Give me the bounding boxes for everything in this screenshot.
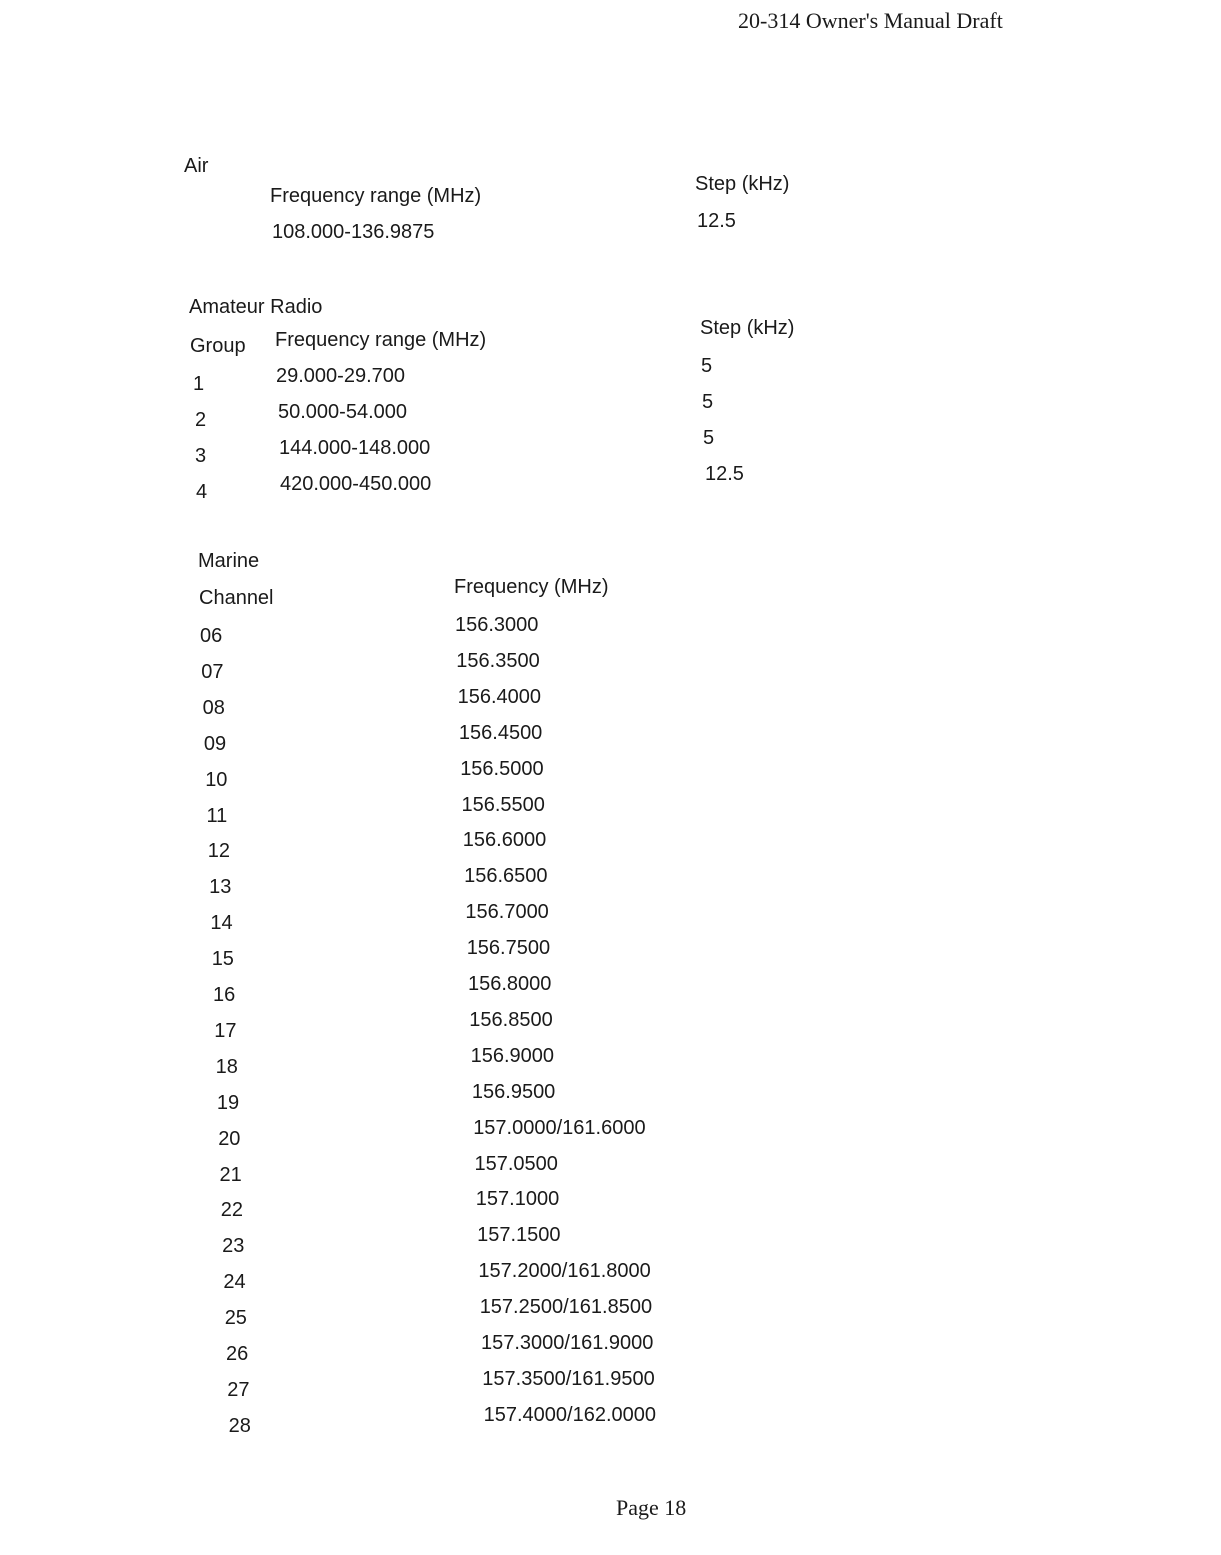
marine-frequency-cell: 157.0500 bbox=[474, 1153, 558, 1175]
amateur-group-cell: 2 bbox=[195, 409, 207, 431]
marine-frequency-cell: 156.6500 bbox=[464, 865, 548, 887]
marine-frequency-cell: 156.5500 bbox=[461, 794, 545, 816]
marine-frequency-cell: 156.6000 bbox=[462, 829, 547, 851]
marine-frequency-cell: 156.7500 bbox=[466, 937, 551, 959]
air-section-title: Air bbox=[184, 155, 209, 177]
marine-frequency-cell: 156.4000 bbox=[457, 686, 542, 708]
marine-frequency-cell: 157.1000 bbox=[475, 1188, 560, 1210]
marine-frequency-cell: 157.3000/161.9000 bbox=[481, 1332, 654, 1354]
marine-channel-cell: 11 bbox=[206, 805, 228, 827]
marine-channel-cell: 23 bbox=[222, 1235, 245, 1257]
marine-channel-cell: 19 bbox=[216, 1092, 240, 1114]
marine-frequency-cell: 156.8000 bbox=[468, 973, 552, 995]
marine-channel-cell: 24 bbox=[223, 1271, 246, 1293]
marine-channel-cell: 27 bbox=[227, 1379, 250, 1401]
marine-channel-cell: 14 bbox=[210, 912, 233, 934]
air-frequency-range-header: Frequency range (MHz) bbox=[270, 185, 482, 207]
marine-frequency-cell: 156.4500 bbox=[458, 722, 543, 744]
marine-frequency-cell: 157.0000/161.6000 bbox=[473, 1117, 646, 1139]
marine-frequency-cell: 156.9500 bbox=[471, 1081, 556, 1103]
amateur-frequency-cell: 29.000-29.700 bbox=[276, 365, 406, 387]
marine-channel-cell: 09 bbox=[203, 733, 227, 755]
marine-section-title: Marine bbox=[198, 550, 260, 572]
air-step-value: 12.5 bbox=[697, 210, 736, 232]
marine-channel-cell: 07 bbox=[201, 661, 224, 683]
amateur-step-header: Step (kHz) bbox=[700, 317, 795, 339]
amateur-group-cell: 1 bbox=[193, 373, 205, 395]
amateur-group-cell: 4 bbox=[196, 481, 208, 503]
amateur-step-cell: 12.5 bbox=[705, 463, 744, 485]
marine-channel-cell: 13 bbox=[209, 876, 232, 898]
marine-channel-cell: 22 bbox=[220, 1199, 244, 1221]
marine-channel-cell: 25 bbox=[224, 1307, 247, 1329]
marine-channel-cell: 10 bbox=[205, 769, 228, 791]
marine-frequency-cell: 156.3000 bbox=[455, 614, 539, 636]
marine-frequency-header: Frequency (MHz) bbox=[454, 576, 609, 598]
amateur-step-cell: 5 bbox=[701, 355, 713, 377]
marine-channel-cell: 18 bbox=[215, 1056, 238, 1078]
air-step-header: Step (kHz) bbox=[695, 173, 790, 195]
marine-channel-cell: 16 bbox=[213, 984, 236, 1006]
marine-channel-cell: 08 bbox=[202, 697, 225, 719]
marine-frequency-cell: 157.1500 bbox=[477, 1224, 561, 1246]
amateur-group-header: Group bbox=[190, 335, 246, 357]
marine-frequency-cell: 156.7000 bbox=[465, 901, 549, 923]
marine-channel-header: Channel bbox=[199, 587, 274, 609]
amateur-frequency-cell: 144.000-148.000 bbox=[279, 437, 431, 459]
marine-channel-cell: 15 bbox=[211, 948, 234, 970]
marine-channel-cell: 06 bbox=[200, 625, 223, 647]
marine-frequency-cell: 157.2500/161.8500 bbox=[479, 1296, 653, 1318]
page-number: Page 18 bbox=[616, 1495, 687, 1520]
amateur-frequency-cell: 50.000-54.000 bbox=[278, 401, 408, 423]
marine-channel-cell: 20 bbox=[218, 1128, 241, 1150]
marine-frequency-cell: 156.9000 bbox=[470, 1045, 555, 1067]
marine-channel-cell: 21 bbox=[219, 1164, 242, 1186]
amateur-section-title: Amateur Radio bbox=[189, 296, 323, 318]
air-frequency-range-value: 108.000-136.9875 bbox=[272, 221, 435, 243]
amateur-frequency-range-header: Frequency range (MHz) bbox=[275, 329, 487, 351]
marine-frequency-cell: 156.3500 bbox=[456, 650, 540, 672]
marine-frequency-cell: 157.3500/161.9500 bbox=[482, 1368, 655, 1390]
marine-channel-cell: 17 bbox=[214, 1020, 237, 1042]
amateur-group-cell: 3 bbox=[195, 445, 207, 467]
marine-frequency-cell: 156.5000 bbox=[460, 758, 544, 780]
marine-channel-cell: 12 bbox=[207, 840, 231, 862]
marine-frequency-cell: 157.2000/161.8000 bbox=[478, 1260, 651, 1282]
amateur-frequency-cell: 420.000-450.000 bbox=[280, 473, 432, 495]
marine-frequency-cell: 157.4000/162.0000 bbox=[483, 1404, 656, 1426]
amateur-step-cell: 5 bbox=[702, 391, 714, 413]
amateur-step-cell: 5 bbox=[703, 427, 715, 449]
marine-channel-cell: 26 bbox=[226, 1343, 249, 1365]
marine-channel-cell: 28 bbox=[228, 1415, 251, 1437]
marine-frequency-cell: 156.8500 bbox=[469, 1009, 553, 1031]
document-header-title: 20-314 Owner's Manual Draft bbox=[738, 8, 1003, 33]
